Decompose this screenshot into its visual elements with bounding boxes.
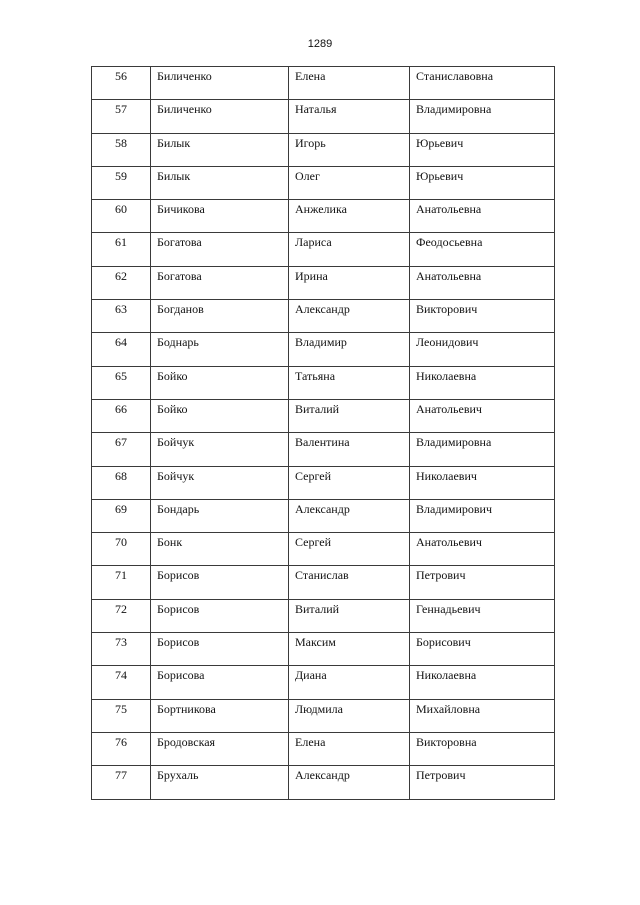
last-name-cell: Борисов [151, 566, 289, 599]
row-number-cell: 60 [92, 200, 151, 233]
patronymic-cell: Михайловна [410, 699, 555, 732]
first-name-cell: Станислав [289, 566, 410, 599]
last-name-cell: Бичикова [151, 200, 289, 233]
table-row [92, 666, 555, 699]
patronymic-cell: Петрович [410, 566, 555, 599]
first-name-cell: Наталья [289, 100, 410, 133]
patronymic-cell: Леонидович [410, 333, 555, 366]
patronymic-cell: Викторовна [410, 732, 555, 765]
patronymic-cell: Борисович [410, 633, 555, 666]
last-name-cell: Бойко [151, 366, 289, 399]
last-name-cell: Борисова [151, 666, 289, 699]
first-name-cell: Татьяна [289, 366, 410, 399]
first-name-cell: Александр [289, 499, 410, 532]
first-name-cell: Сергей [289, 466, 410, 499]
last-name-cell: Биличенко [151, 67, 289, 100]
table-row [92, 399, 555, 432]
row-number-cell: 67 [92, 433, 151, 466]
patronymic-cell: Анатольевич [410, 399, 555, 432]
row-number-cell: 77 [92, 766, 151, 799]
first-name-cell: Максим [289, 633, 410, 666]
row-number-cell: 72 [92, 599, 151, 632]
row-number-cell: 76 [92, 732, 151, 765]
first-name-cell: Ирина [289, 266, 410, 299]
row-number-cell: 70 [92, 533, 151, 566]
table-row [92, 67, 555, 100]
patronymic-cell: Станиславовна [410, 67, 555, 100]
table-row [92, 433, 555, 466]
last-name-cell: Бойчук [151, 466, 289, 499]
table-row [92, 466, 555, 499]
first-name-cell: Елена [289, 732, 410, 765]
table-row [92, 633, 555, 666]
patronymic-cell: Феодосьевна [410, 233, 555, 266]
patronymic-cell: Владимировна [410, 100, 555, 133]
last-name-cell: Богданов [151, 300, 289, 333]
last-name-cell: Боднарь [151, 333, 289, 366]
last-name-cell: Бродовская [151, 732, 289, 765]
roster-table [91, 66, 555, 800]
row-number-cell: 69 [92, 499, 151, 532]
table-row [92, 333, 555, 366]
first-name-cell: Александр [289, 300, 410, 333]
row-number-cell: 65 [92, 366, 151, 399]
last-name-cell: Бойко [151, 399, 289, 432]
table-row [92, 166, 555, 199]
last-name-cell: Борисов [151, 633, 289, 666]
table-row [92, 266, 555, 299]
patronymic-cell: Николаевна [410, 366, 555, 399]
table-row [92, 699, 555, 732]
patronymic-cell: Геннадьевич [410, 599, 555, 632]
table-row [92, 599, 555, 632]
row-number-cell: 75 [92, 699, 151, 732]
row-number-cell: 71 [92, 566, 151, 599]
first-name-cell: Людмила [289, 699, 410, 732]
table-row [92, 233, 555, 266]
last-name-cell: Биличенко [151, 100, 289, 133]
first-name-cell: Виталий [289, 399, 410, 432]
row-number-cell: 63 [92, 300, 151, 333]
table-row [92, 300, 555, 333]
row-number-cell: 64 [92, 333, 151, 366]
row-number-cell: 58 [92, 133, 151, 166]
roster-body [92, 67, 555, 800]
first-name-cell: Елена [289, 67, 410, 100]
last-name-cell: Билык [151, 133, 289, 166]
table-row [92, 499, 555, 532]
last-name-cell: Бортникова [151, 699, 289, 732]
first-name-cell: Александр [289, 766, 410, 799]
table-row [92, 200, 555, 233]
table-row [92, 133, 555, 166]
row-number-cell: 66 [92, 399, 151, 432]
first-name-cell: Валентина [289, 433, 410, 466]
last-name-cell: Билык [151, 166, 289, 199]
last-name-cell: Богатова [151, 233, 289, 266]
page-number: 1289 [307, 38, 333, 50]
first-name-cell: Игорь [289, 133, 410, 166]
last-name-cell: Богатова [151, 266, 289, 299]
first-name-cell: Анжелика [289, 200, 410, 233]
patronymic-cell: Анатольевна [410, 266, 555, 299]
first-name-cell: Лариса [289, 233, 410, 266]
row-number-cell: 62 [92, 266, 151, 299]
table-row [92, 766, 555, 799]
last-name-cell: Бонк [151, 533, 289, 566]
patronymic-cell: Юрьевич [410, 166, 555, 199]
last-name-cell: Борисов [151, 599, 289, 632]
row-number-cell: 73 [92, 633, 151, 666]
patronymic-cell: Викторович [410, 300, 555, 333]
first-name-cell: Виталий [289, 599, 410, 632]
patronymic-cell: Владимирович [410, 499, 555, 532]
first-name-cell: Владимир [289, 333, 410, 366]
patronymic-cell: Николаевич [410, 466, 555, 499]
row-number-cell: 61 [92, 233, 151, 266]
row-number-cell: 68 [92, 466, 151, 499]
row-number-cell: 59 [92, 166, 151, 199]
table-row [92, 100, 555, 133]
last-name-cell: Бойчук [151, 433, 289, 466]
patronymic-cell: Анатольевна [410, 200, 555, 233]
table-row [92, 366, 555, 399]
last-name-cell: Брухаль [151, 766, 289, 799]
patronymic-cell: Юрьевич [410, 133, 555, 166]
table-row [92, 533, 555, 566]
patronymic-cell: Петрович [410, 766, 555, 799]
patronymic-cell: Анатольевич [410, 533, 555, 566]
first-name-cell: Сергей [289, 533, 410, 566]
row-number-cell: 74 [92, 666, 151, 699]
patronymic-cell: Владимировна [410, 433, 555, 466]
row-number-cell: 57 [92, 100, 151, 133]
patronymic-cell: Николаевна [410, 666, 555, 699]
first-name-cell: Олег [289, 166, 410, 199]
first-name-cell: Диана [289, 666, 410, 699]
table-row [92, 732, 555, 765]
last-name-cell: Бондарь [151, 499, 289, 532]
table-row [92, 566, 555, 599]
row-number-cell: 56 [92, 67, 151, 100]
